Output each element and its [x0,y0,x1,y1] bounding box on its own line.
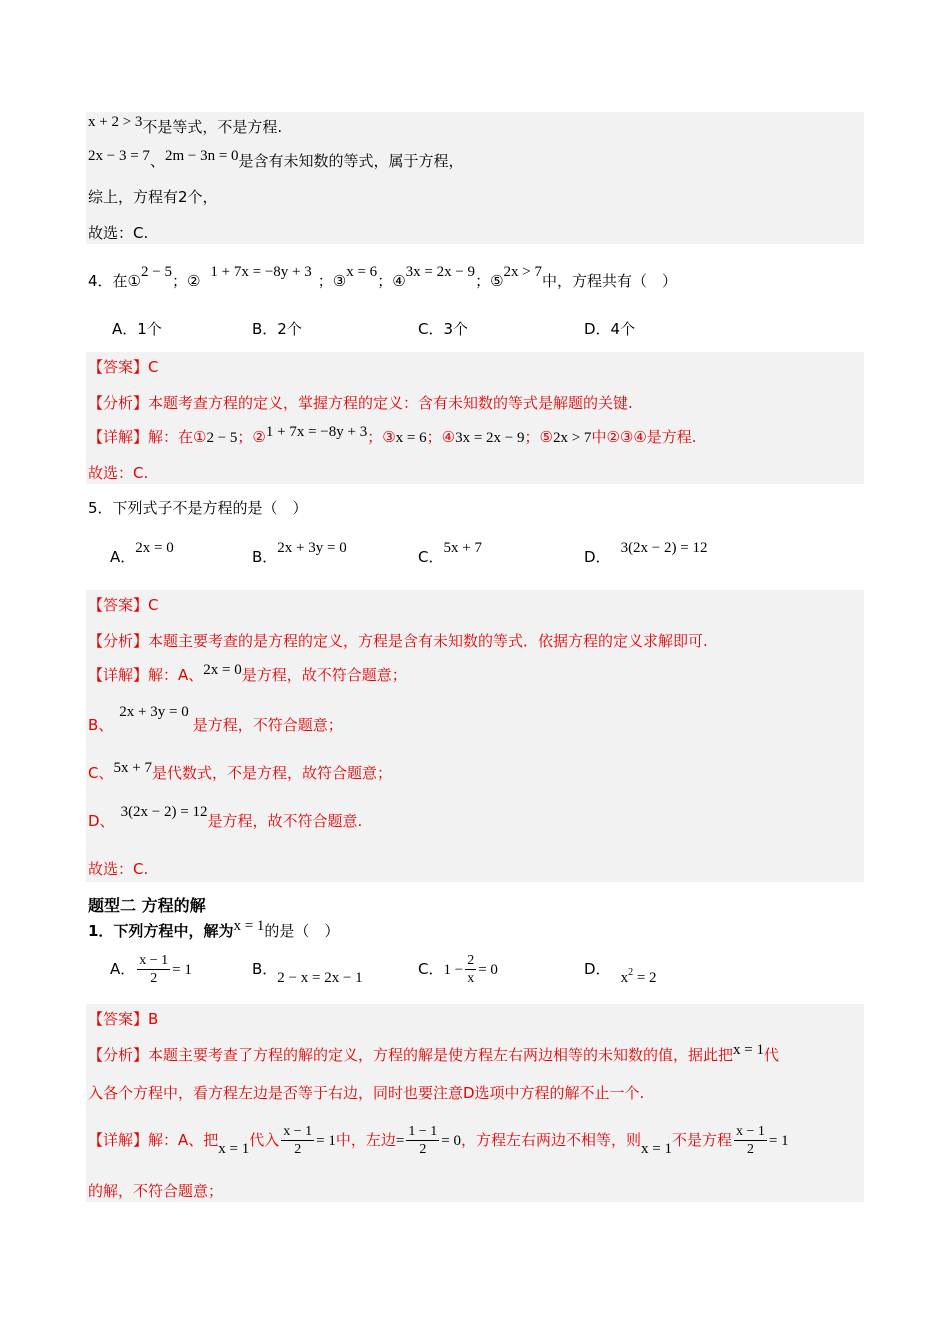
math-expression: 2 − 5 [141,264,172,280]
exponent: 2 [628,967,634,978]
option-d: D．4个 [584,320,636,338]
text: 代 [763,1046,779,1064]
numerator: 2 [467,953,475,968]
math-expression: 3x = 2x − 9 [455,430,525,446]
text: D、 [88,812,115,830]
math-expression: 2x > 7 [552,430,592,446]
option-label: B． [252,548,278,566]
solution-block-q4 [86,352,864,484]
detail [88,426,697,449]
math-expression: 2x = 0 [135,540,174,556]
numerator: x − 1 [283,1124,313,1139]
option-label: A． [110,960,136,978]
question-1-stem [88,920,339,943]
math-expression: = 1 [768,1133,789,1149]
text: 中②③④是方程. [591,428,697,446]
text: ；⑤ [475,272,504,290]
math-expression: x = 1 [641,1141,672,1157]
option-label: B． [252,960,278,978]
numerator: x − 1 [139,953,169,968]
math-expression: = 1 [172,962,192,978]
option-a [110,952,192,987]
option-label: C． [418,548,444,566]
math-expression: 2x > 7 [503,264,542,280]
explanation-line-1 [88,116,282,139]
option-label: D． [584,960,611,978]
math-expression: 3(2x − 2) = 12 [620,540,708,556]
math-expression: 3(2x − 2) = 12 [120,804,208,820]
explanation-line-4: 故选：C. [88,224,149,242]
math-expression: x = 6 [395,430,427,446]
base: x [620,970,629,986]
option-label: C． [418,960,444,978]
text: ，方程左右两边不相等，则 [460,1131,641,1149]
denominator: 2 [294,1142,302,1157]
math-expression: 2 − x = 2x − 1 [277,970,363,986]
analysis-line-2: 入各个方程中，看方程左边是否等于右边，同时也要注意D选项中方程的解不止一个. [88,1084,645,1102]
math-expression: 2 − 5 [206,430,238,446]
text: ；④ [377,272,406,290]
detail-d [88,804,363,833]
text: ；⑤ [524,428,553,446]
math-expression: 1 + 7x = −8y + 3 [265,424,368,440]
text: 是含有未知数的等式，属于方程， [238,152,464,170]
question-4-stem [88,264,677,293]
fraction [281,1123,314,1158]
text: 是方程，故不符合题意. [207,812,363,830]
option-d [584,540,708,569]
text: 是方程，不符合题意； [192,716,343,734]
analysis: 【分析】本题主要考查的是方程的定义，方程是含有未知数的等式．依据方程的定义求解即可. [88,632,708,650]
math-expression: x = 1 [733,1042,764,1058]
text: 中，左边 [335,1131,396,1149]
analysis-line-1 [88,1044,779,1067]
text: 不是方程 [671,1131,732,1149]
explanation-line-3: 综上，方程有2个， [88,188,218,206]
answer: 【答案】C [88,596,159,614]
option-b: B．2个 [252,320,302,338]
math-expression: 1 + 7x = −8y + 3 [210,264,312,280]
numerator: x − 1 [735,1124,765,1139]
option-c [418,540,482,569]
text: 【详解】解：A、把 [88,1131,219,1149]
text: 、 [149,152,165,170]
text: ；③ [317,272,347,290]
text: C、 [88,764,114,782]
text: 【详解】解：A、 [88,666,204,684]
answer: 【答案】C [88,358,159,376]
rhs: = 2 [636,970,657,986]
math-expression: = 0 [478,962,498,978]
detail-a [88,664,407,687]
fraction [465,952,476,987]
math-expression: x = 1 [233,918,265,934]
denominator: 2 [746,1142,754,1157]
option-a: A．1个 [112,320,162,338]
option-a [110,540,174,569]
text: 4．在① [88,272,141,290]
math-expression: x = 1 [218,1141,250,1157]
math-expression [620,967,657,986]
option-c [418,952,498,987]
math-expression: 2m − 3n = 0 [164,148,239,164]
fraction [406,1123,439,1158]
math-expression: 5x + 7 [113,760,152,776]
detail-continuation: 的解，不符合题意； [88,1182,224,1200]
option-b [252,540,347,569]
math-expression: = 0 [441,1133,461,1149]
explanation-line-2 [88,150,464,173]
text: ；④ [426,428,456,446]
fraction [734,1123,767,1158]
text: ；② [237,428,266,446]
math-expression: 2x = 0 [203,662,242,678]
question-5-stem: 5．下列式子不是方程的是（ ） [88,499,308,517]
text: 【分析】本题主要考查了方程的解的定义，方程的解是使方程左右两边相等的未知数的值，据此把 [88,1046,734,1064]
choose: 故选：C. [88,464,149,482]
math-expression: = 1 [316,1133,336,1149]
math-expression: 5x + 7 [443,540,482,556]
detail-b [88,704,343,737]
text: 不是等式，不是方程. [142,118,283,136]
answer: 【答案】B [88,1010,159,1028]
choose: 故选：C. [88,860,149,878]
denominator: x [467,971,475,986]
math-expression: 2x + 3y = 0 [119,704,189,720]
option-c: C．3个 [418,320,469,338]
text: 1．下列方程中，解为 [88,922,234,940]
text: 的是（ ） [264,922,340,940]
option-label: D． [584,548,611,566]
text: B、 [88,716,114,734]
math-expression: 2x − 3 = 7 [88,148,150,164]
math-expression: x = 6 [346,264,378,280]
math-expression: 3x = 2x − 9 [405,264,476,280]
section-heading: 题型二 方程的解 [88,896,206,915]
math-expression: x + 2 > 3 [88,114,143,130]
analysis: 【分析】本题考查方程的定义，掌握方程的定义：含有未知数的等式是解题的关键. [88,394,633,412]
math-expression: 2x + 3y = 0 [277,540,347,556]
text: 中，方程共有（ ） [541,272,677,290]
detail-c [88,762,392,785]
text: 代入 [249,1131,280,1149]
fraction [137,952,170,987]
text: 是方程，故不符合题意； [241,666,407,684]
option-d [584,958,657,986]
detail [88,1118,789,1163]
denominator: 2 [419,1142,427,1157]
text: ；② [171,272,201,290]
math-expression: 1 − [443,962,464,978]
math-expression: = [395,1133,405,1149]
option-label: A． [110,548,136,566]
option-b [252,958,363,986]
text: 【详解】解：在① [88,428,207,446]
denominator: 2 [150,971,158,986]
text: 是代数式，不是方程，故符合题意； [151,764,392,782]
text: ；③ [367,428,396,446]
numerator: 1 − 1 [408,1124,438,1139]
